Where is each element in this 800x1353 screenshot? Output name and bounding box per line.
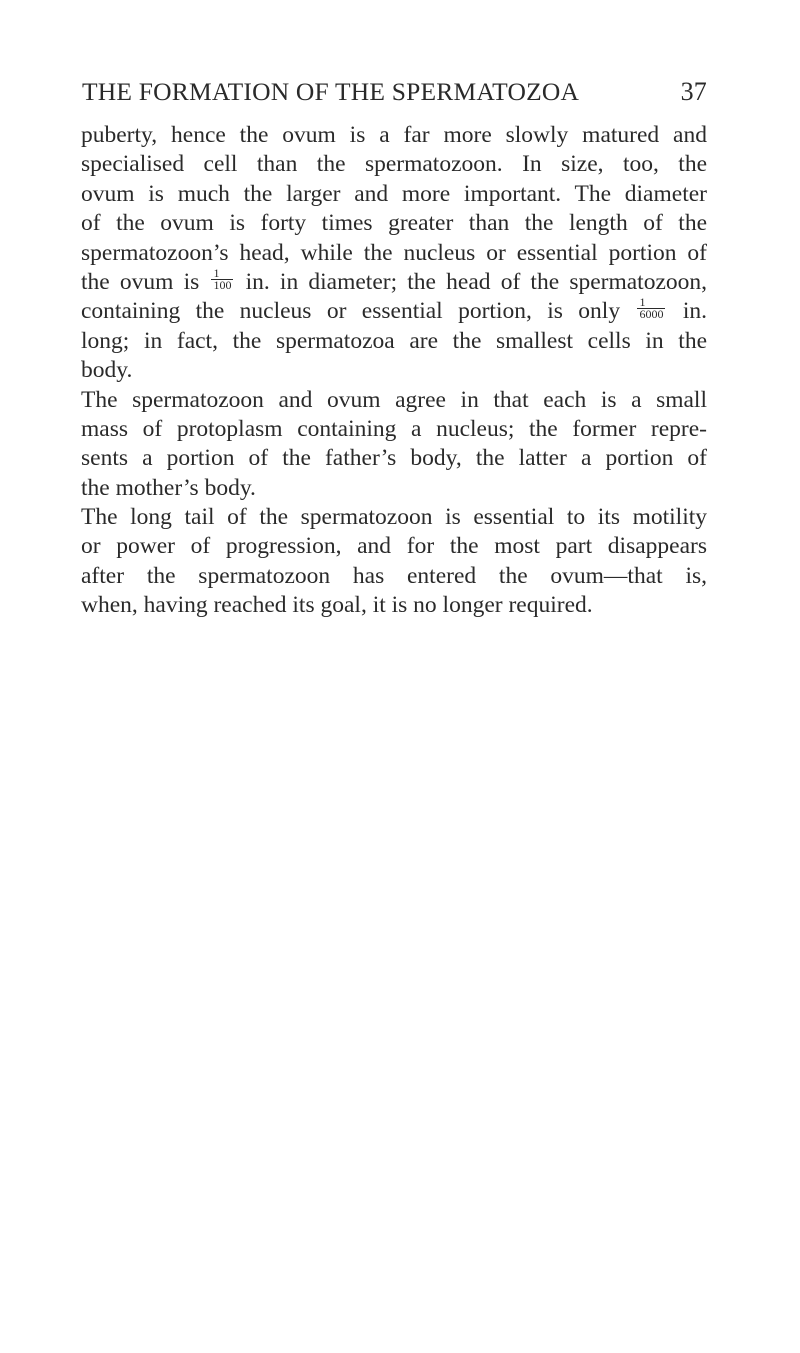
text-line: mass of protoplasm containing a nucleus; the former repre- bbox=[81, 415, 707, 442]
chapter-title: THE FORMATION OF THE SPERMATOZOA bbox=[82, 77, 580, 106]
line-text-before: containing the nucleus or essential portion, is only bbox=[81, 298, 621, 325]
text-line: body. bbox=[81, 357, 133, 384]
text-line: sents a portion of the father’s body, the latter a portion of bbox=[81, 445, 707, 472]
fraction-numerator: 1 bbox=[637, 297, 665, 309]
text-line: after the spermatozoon has entered the ovum—that is, bbox=[81, 562, 707, 589]
text-line: or power of progression, and for the most part disappears bbox=[81, 533, 707, 560]
text-line: The long tail of the spermatozoon is essential to its motility bbox=[81, 504, 707, 531]
line-text-after: in. in diameter; the head of the spermatozoon, bbox=[245, 268, 708, 295]
page-number: 37 bbox=[680, 77, 707, 106]
text-line: puberty, hence the ovum is a far more slowly matured and bbox=[81, 122, 707, 148]
text-line: long; in fact, the spermatozoa are the smallest cells in the bbox=[81, 327, 707, 354]
text-line: when, having reached its goal, it is no longer required. bbox=[81, 592, 593, 619]
text-line: spermatozoon’s head, while the nucleus or essential portion of bbox=[81, 239, 707, 266]
fraction-denominator: 6000 bbox=[639, 307, 664, 322]
running-head bbox=[82, 74, 707, 110]
line-text-after: in. bbox=[682, 298, 708, 325]
fraction bbox=[211, 268, 233, 291]
text-line: of the ovum is forty times greater than the length of the bbox=[81, 210, 707, 237]
text-line: ovum is much the larger and more important. The diameter bbox=[81, 180, 707, 207]
text-line: the mother’s body. bbox=[81, 474, 256, 501]
text-line-with-fraction bbox=[81, 297, 707, 326]
fraction-numerator: 1 bbox=[211, 268, 233, 280]
text-line-with-fraction bbox=[81, 268, 707, 297]
line-text-before: the ovum is bbox=[81, 268, 200, 295]
text-line: specialised cell than the spermatozoon. In size, too, the bbox=[81, 151, 707, 178]
fraction bbox=[637, 297, 665, 320]
fraction-denominator: 100 bbox=[213, 278, 232, 293]
body-text bbox=[81, 121, 707, 621]
text-line: The spermatozoon and ovum agree in that each is a small bbox=[81, 386, 707, 413]
